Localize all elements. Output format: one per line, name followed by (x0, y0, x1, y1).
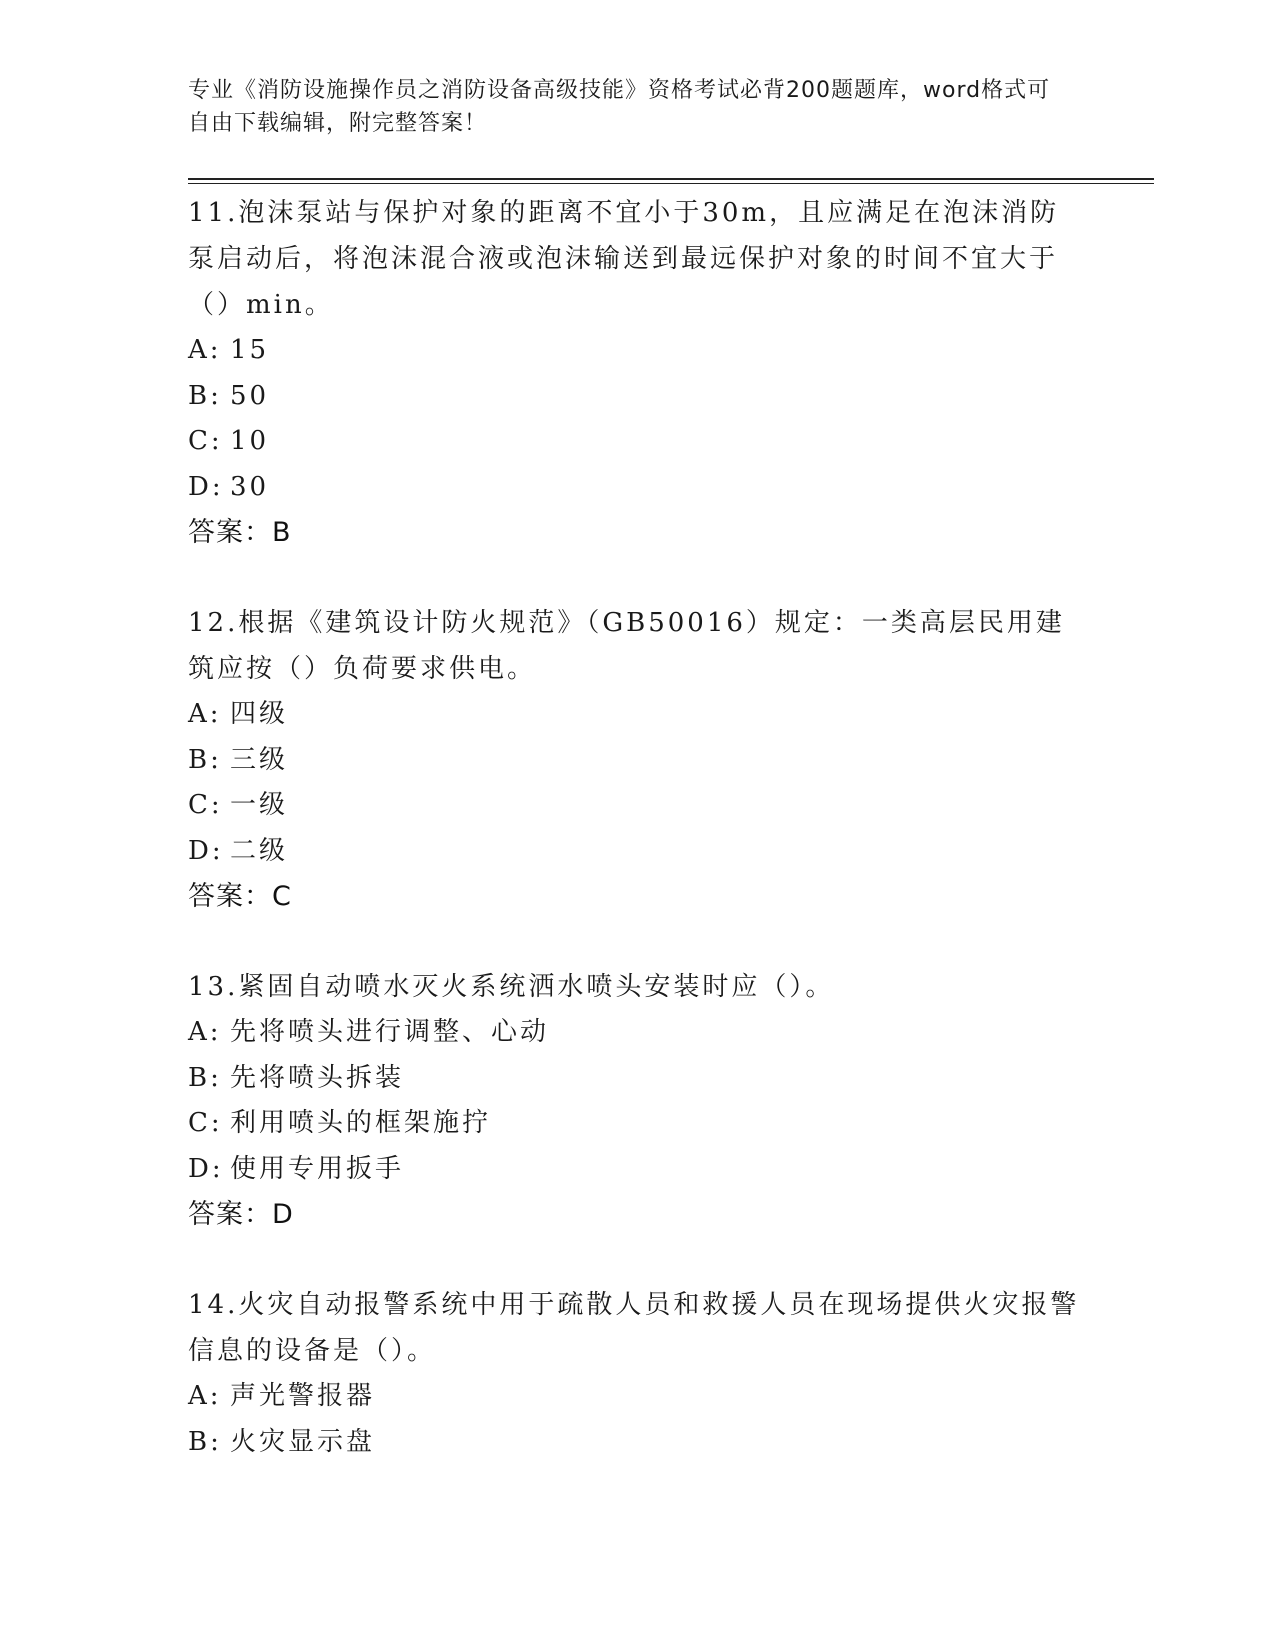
option-text: 利用喷头的框架施拧 (230, 1108, 492, 1138)
option-a (188, 692, 1088, 738)
option-b (188, 374, 1088, 420)
option-b (188, 1420, 1088, 1466)
document-header: 专业《消防设施操作员之消防设备高级技能》资格考试必背200题题库，word格式可自由下载编辑，附完整答案！ (188, 78, 1051, 136)
option-text: 先将喷头进行调整、心动 (230, 1017, 550, 1047)
option-b (188, 1056, 1088, 1102)
option-letter: D: (188, 1153, 224, 1184)
option-text: 声光警报器 (230, 1381, 376, 1411)
option-text: 15 (230, 335, 270, 365)
option-letter: A: (188, 1381, 222, 1411)
option-text: 三级 (230, 744, 289, 775)
option-letter: C: (188, 790, 223, 820)
option-text: 火灾显示盘 (230, 1426, 376, 1457)
question-13 (188, 964, 1088, 1238)
answer-line: 答案：C (188, 881, 292, 912)
option-letter: A: (188, 699, 222, 729)
question-14 (188, 1282, 1088, 1465)
option-a (188, 1010, 1088, 1056)
option-c (188, 1101, 1088, 1147)
option-text: 先将喷头拆装 (230, 1062, 405, 1093)
option-letter: B: (188, 380, 222, 411)
option-text: 一级 (230, 790, 289, 820)
header-divider-thin (188, 183, 1154, 184)
option-letter: B: (188, 744, 222, 775)
option-text: 四级 (230, 699, 289, 729)
option-letter: A: (188, 335, 222, 365)
option-a (188, 328, 1088, 374)
option-letter: B: (188, 1062, 222, 1093)
option-letter: C: (188, 426, 223, 456)
question-stem: 14.火灾自动报警系统中用于疏散人员和救援人员在现场提供火灾报警信息的设备是（）。 (188, 1290, 1080, 1366)
option-b (188, 738, 1088, 784)
option-letter: D: (188, 471, 224, 502)
header-divider-thick (188, 178, 1154, 180)
option-text: 10 (230, 426, 270, 456)
answer-line: 答案：D (188, 1199, 294, 1230)
question-stem: 11.泡沫泵站与保护对象的距离不宜小于30m，且应满足在泡沫消防泵启动后，将泡沫混合液或泡沫输送到最远保护对象的时间不宜大于（）min。 (188, 198, 1060, 320)
question-12 (188, 600, 1088, 920)
option-a (188, 1374, 1088, 1420)
question-stem: 13.紧固自动喷水灭火系统洒水喷头安装时应（）。 (188, 972, 835, 1002)
option-text: 二级 (230, 835, 289, 866)
option-d (188, 465, 1088, 511)
option-c (188, 419, 1088, 465)
question-stem: 12.根据《建筑设计防火规范》（GB50016）规定：一类高层民用建筑应按（）负荷要求供电。 (188, 608, 1065, 684)
option-letter: B: (188, 1426, 222, 1457)
option-text: 使用专用扳手 (230, 1153, 405, 1184)
option-d (188, 1147, 1088, 1193)
option-d (188, 829, 1088, 875)
option-text: 50 (230, 380, 270, 411)
option-letter: A: (188, 1017, 222, 1047)
question-11 (188, 190, 1088, 556)
question-list (188, 190, 1088, 1509)
option-letter: D: (188, 835, 224, 866)
option-text: 30 (230, 471, 270, 502)
answer-line: 答案：B (188, 517, 292, 548)
option-c (188, 783, 1088, 829)
option-letter: C: (188, 1108, 223, 1138)
